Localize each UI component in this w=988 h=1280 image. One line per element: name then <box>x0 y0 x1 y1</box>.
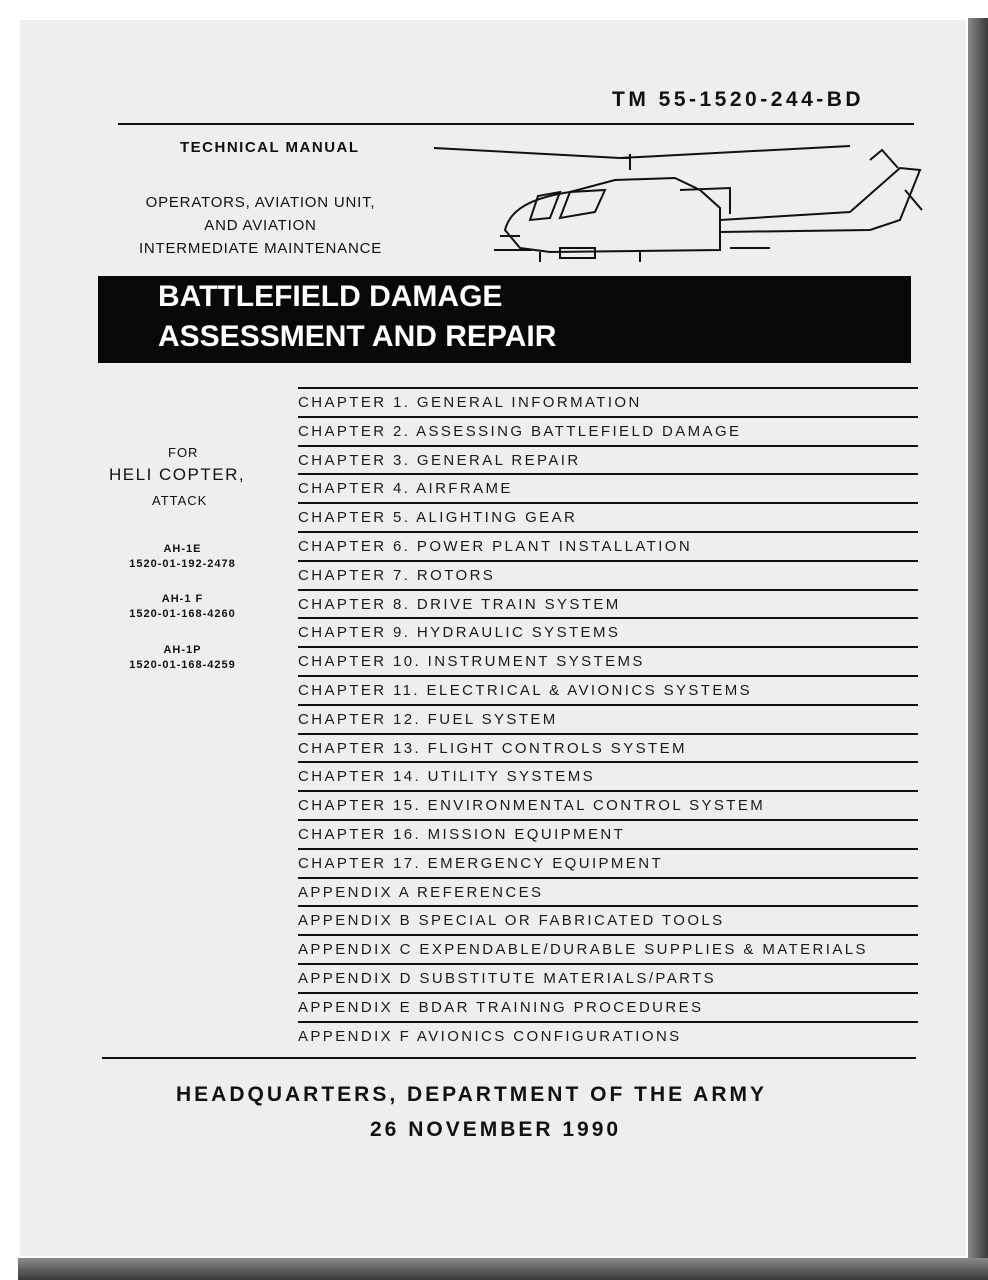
toc-item <box>298 562 918 591</box>
toc-item-label: APPENDIX A REFERENCES <box>298 883 544 901</box>
subtitle-line: OPERATORS, AVIATION UNIT, <box>145 194 376 211</box>
toc-item-label: CHAPTER 12. FUEL SYSTEM <box>298 710 558 728</box>
toc-item <box>298 879 918 908</box>
model-ah-1p <box>110 643 255 673</box>
attack-helicopter-illustration <box>430 140 930 270</box>
toc-item <box>298 936 918 965</box>
toc-item-label: CHAPTER 15. ENVIRONMENTAL CONTROL SYSTEM <box>298 797 766 815</box>
toc-item <box>298 447 918 476</box>
subtitle-line: AND AVIATION <box>204 217 317 234</box>
maintenance-level-subtitle <box>118 191 403 260</box>
page-shadow-bottom <box>18 1258 988 1280</box>
toc-item <box>298 533 918 562</box>
toc-item <box>298 475 918 504</box>
model-ah-1e <box>110 542 255 572</box>
model-ah-1f <box>110 592 255 622</box>
toc-item <box>298 994 918 1023</box>
toc-item-label: CHAPTER 10. INSTRUMENT SYSTEMS <box>298 653 645 671</box>
toc-item <box>298 735 918 764</box>
helicopter-label: HELI COPTER, <box>109 465 246 484</box>
table-of-contents <box>298 389 918 1049</box>
toc-item <box>298 1023 918 1050</box>
toc-item <box>298 965 918 994</box>
toc-item-label: CHAPTER 11. ELECTRICAL & AVIONICS SYSTEMS <box>298 681 753 699</box>
attack-label: ATTACK <box>152 493 208 508</box>
toc-item-label: APPENDIX C EXPENDABLE/DURABLE SUPPLIES & MATERIALS <box>298 941 868 959</box>
toc-item-label: APPENDIX B SPECIAL OR FABRICATED TOOLS <box>298 912 725 930</box>
model-name: AH-1P <box>163 644 202 656</box>
toc-item-label: CHAPTER 3. GENERAL REPAIR <box>298 451 581 469</box>
toc-item <box>298 418 918 447</box>
model-nsn: 1520-01-168-4260 <box>129 608 236 620</box>
subtitle-line: INTERMEDIATE MAINTENANCE <box>138 240 383 257</box>
publication-date: 26 NOVEMBER 1990 <box>370 1118 622 1141</box>
toc-item <box>298 706 918 735</box>
toc-item-label: CHAPTER 2. ASSESSING BATTLEFIELD DAMAGE <box>298 422 742 440</box>
toc-item-label: CHAPTER 6. POWER PLANT INSTALLATION <box>298 537 693 555</box>
toc-item <box>298 763 918 792</box>
title-banner <box>98 276 911 363</box>
headquarters-line: HEADQUARTERS, DEPARTMENT OF THE ARMY <box>176 1083 767 1106</box>
model-name: AH-1E <box>163 543 202 555</box>
toc-item-label: APPENDIX D SUBSTITUTE MATERIALS/PARTS <box>298 969 717 987</box>
toc-item <box>298 821 918 850</box>
toc-item <box>298 850 918 879</box>
toc-item <box>298 677 918 706</box>
toc-item <box>298 389 918 418</box>
for-label: FOR <box>168 445 199 460</box>
bottom-rule <box>102 1057 916 1059</box>
toc-item-label: CHAPTER 17. EMERGENCY EQUIPMENT <box>298 854 664 872</box>
toc-item <box>298 504 918 533</box>
toc-item-label: CHAPTER 13. FLIGHT CONTROLS SYSTEM <box>298 739 687 757</box>
title-line-2: ASSESSMENT AND REPAIR <box>158 320 557 353</box>
title-line-1: BATTLEFIELD DAMAGE <box>158 280 503 313</box>
model-nsn: 1520-01-192-2478 <box>129 558 236 570</box>
toc-item <box>298 792 918 821</box>
toc-item-label: CHAPTER 16. MISSION EQUIPMENT <box>298 825 626 843</box>
toc-item-label: APPENDIX E BDAR TRAINING PROCEDURES <box>298 998 704 1016</box>
toc-item-label: CHAPTER 14. UTILITY SYSTEMS <box>298 768 596 786</box>
toc-item-label: CHAPTER 9. HYDRAULIC SYSTEMS <box>298 624 621 642</box>
toc-item-label: CHAPTER 1. GENERAL INFORMATION <box>298 394 642 411</box>
toc-item <box>298 648 918 677</box>
toc-item-label: CHAPTER 5. ALIGHTING GEAR <box>298 509 578 527</box>
toc-item <box>298 619 918 648</box>
toc-item <box>298 591 918 620</box>
tm-number: TM 55-1520-244-BD <box>612 88 865 111</box>
technical-manual-label: TECHNICAL MANUAL <box>180 139 360 156</box>
top-rule <box>118 123 914 125</box>
model-nsn: 1520-01-168-4259 <box>129 659 236 671</box>
model-name: AH-1 F <box>161 593 204 605</box>
toc-item-label: CHAPTER 4. AIRFRAME <box>298 480 513 498</box>
toc-item-label: CHAPTER 7. ROTORS <box>298 566 496 584</box>
toc-item-label: CHAPTER 8. DRIVE TRAIN SYSTEM <box>298 595 621 613</box>
page-shadow-right <box>968 18 988 1280</box>
toc-item-label: APPENDIX F AVIONICS CONFIGURATIONS <box>298 1027 682 1045</box>
toc-item <box>298 907 918 936</box>
